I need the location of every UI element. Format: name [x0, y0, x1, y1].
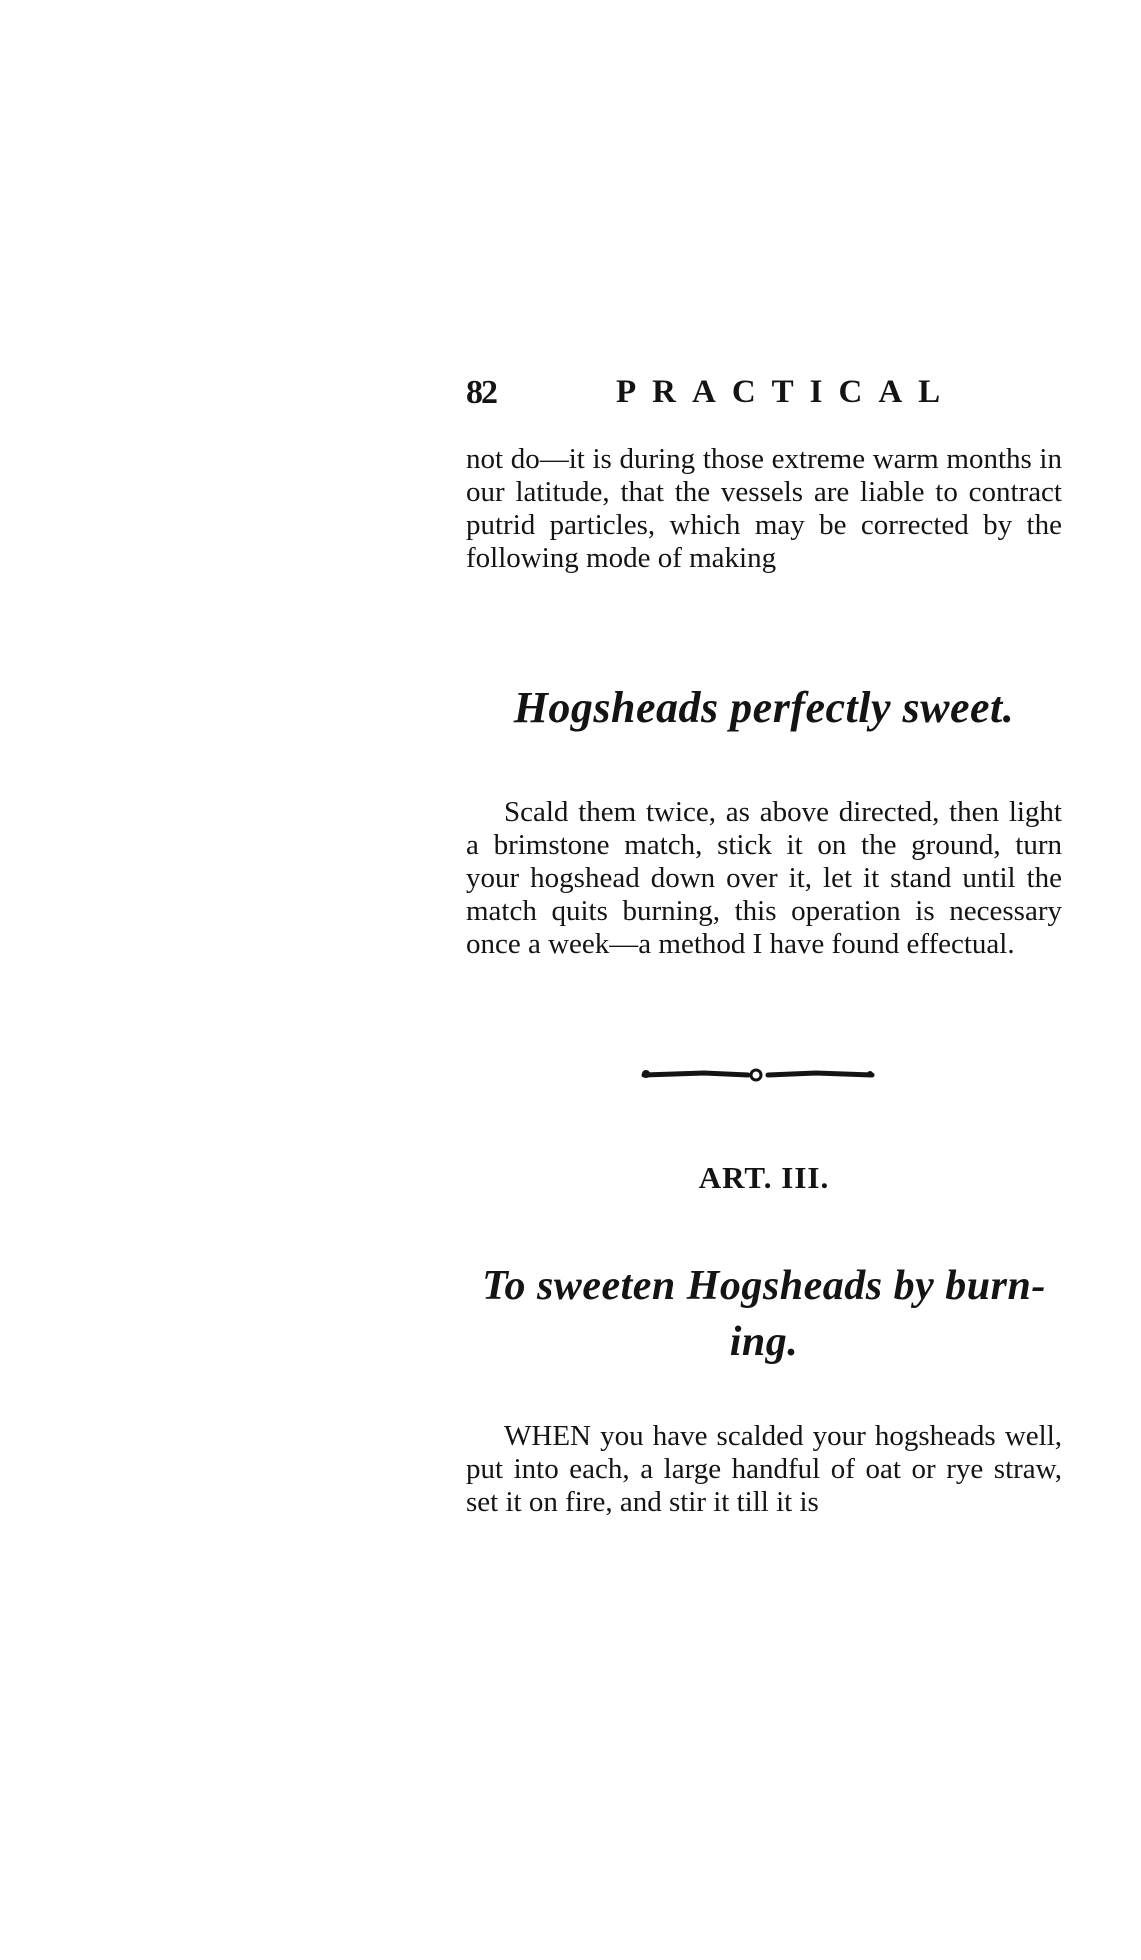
paragraph-continuation	[466, 443, 1062, 575]
ornament-divider	[640, 1060, 876, 1090]
article-number: ART. III.	[698, 1160, 830, 1195]
section-heading: Hogsheads perfectly sweet.	[513, 683, 1015, 732]
paragraph-burning	[466, 1420, 1062, 1519]
paragraph-instructions	[466, 796, 1062, 961]
article-title	[466, 1258, 1062, 1370]
paragraph-text: Scald them twice, as above directed, then light a brimstone match, stick it on the ground, turn your hogshead down over it, let it stand until the match quits burning, this operation is necessary once a week—a method I have found effectual.	[466, 796, 1062, 960]
page-header	[466, 374, 962, 418]
article-title-line: To sweeten Hogsheads by burn-	[482, 1263, 1046, 1309]
running-head: PRACTICAL	[616, 374, 957, 410]
paragraph-text: WHEN you have scalded your hogsheads well, put into each, a large handful of oat or rye straw, set it on fire, and stir it till it is	[466, 1420, 1062, 1518]
page-number: 82	[466, 374, 496, 411]
paragraph-text: not do—it is during those extreme warm months in our latitude, that the vessels are liable to contract putrid particles, which may be corrected by the following mode of making	[466, 443, 1062, 574]
article-title-line: ing.	[729, 1319, 799, 1365]
